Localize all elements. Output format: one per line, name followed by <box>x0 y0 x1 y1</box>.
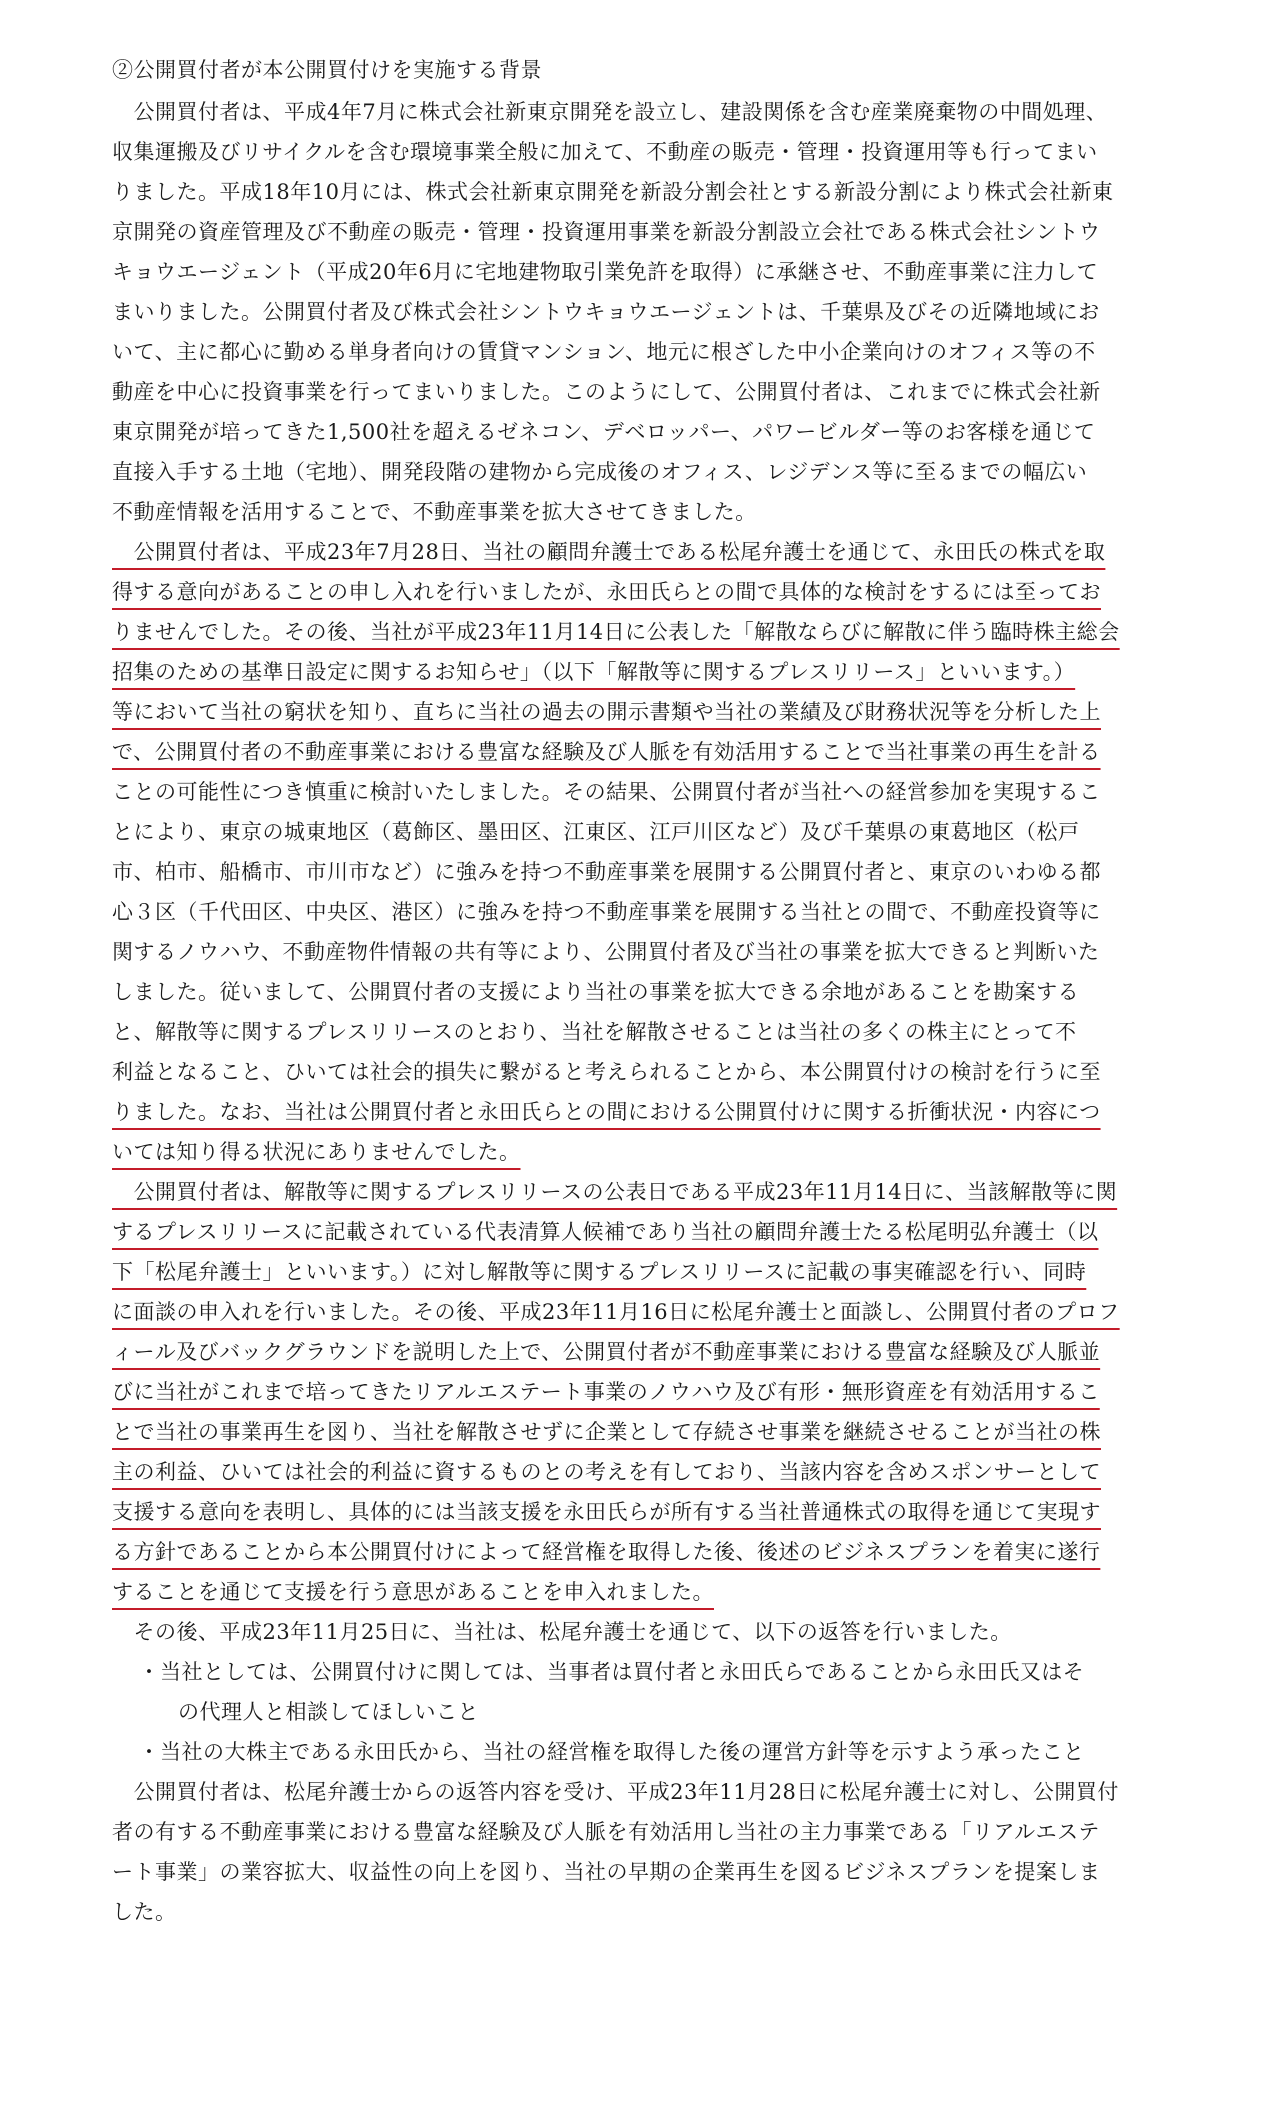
underlined-text-line: 下「松尾弁護士」といいます。）に対し解散等に関するプレスリリースに記載の事実確認を行い、同時 <box>112 1260 1087 1284</box>
underlined-text-line: いては知り得る状況にありませんでした。 <box>112 1140 521 1164</box>
document-body <box>112 50 1192 1932</box>
bullet-text-continuation: の代理人と相談してほしいこと <box>178 1700 479 1724</box>
text-line: 利益となること、ひいては社会的損失に繋がると考えられることから、本公開買付けの検討を行うに至 <box>112 1060 1101 1084</box>
underlined-text-line: することを通じて支援を行う意思があることを申入れました。 <box>112 1580 714 1604</box>
text-line: 京開発の資産管理及び不動産の販売・管理・投資運用事業を新設分割設立会社である株式会社シントウ <box>112 220 1101 244</box>
section-heading: ②公開買付者が本公開買付けを実施する背景 <box>112 58 542 82</box>
bullet-item <box>112 1732 1192 1772</box>
text-line: 不動産情報を活用することで、不動産事業を拡大させてきました。 <box>112 500 757 524</box>
text-line: その後、平成23年11月25日に、当社は、松尾弁護士を通じて、以下の返答を行いました。 <box>112 1620 1012 1644</box>
underlined-text-line: びに当社がこれまで培ってきたリアルエステート事業のノウハウ及び有形・無形資産を有効活用するこ <box>112 1380 1100 1404</box>
bullet-list <box>112 1652 1192 1772</box>
text-line: 直接入手する土地（宅地）、開発段階の建物から完成後のオフィス、レジデンス等に至るまでの幅広い <box>112 460 1088 484</box>
underlined-text-line: ィール及びバックグラウンドを説明した上で、公開買付者が不動産事業における豊富な経験及び人脈並 <box>112 1340 1101 1364</box>
bullet-text: 当社としては、公開買付けに関しては、当事者は買付者と永田氏らであることから永田氏又はそ <box>160 1660 1085 1684</box>
underlined-text-line: 公開買付者は、平成23年7月28日、当社の顧問弁護士である松尾弁護士を通じて、永田氏の株式を取 <box>112 540 1106 564</box>
text-line: ことの可能性につき慎重に検討いたしました。その結果、公開買付者が当社への経営参加を実現するこ <box>112 780 1101 804</box>
paragraph <box>112 532 1192 1172</box>
underlined-text-line: 得する意向があることの申し入れを行いましたが、永田氏らとの間で具体的な検討をするには至ってお <box>112 580 1101 604</box>
bullet-mark: ・ <box>138 1740 160 1764</box>
closing-paragraph <box>112 1772 1192 1932</box>
text-line: 収集運搬及びリサイクルを含む環境事業全般に加えて、不動産の販売・管理・投資運用等も行ってまい <box>112 140 1098 164</box>
bullet-mark: ・ <box>138 1660 160 1684</box>
text-line: 者の有する不動産事業における豊富な経験及び人脈を有効活用し当社の主力事業である「リアルエステ <box>112 1820 1100 1844</box>
underlined-text-line: 等において当社の窮状を知り、直ちに当社の過去の開示書類や当社の業績及び財務状況等を分析した上 <box>112 700 1101 724</box>
underlined-text-line: りませんでした。その後、当社が平成23年11月14日に公表した「解散ならびに解散に伴う臨時株主総会 <box>112 620 1120 644</box>
text-line: した。 <box>112 1900 177 1924</box>
text-line: いて、主に都心に勤める単身者向けの賃貸マンション、地元に根ざした中小企業向けのオフィス等の不 <box>112 340 1096 364</box>
text-line: 東京開発が培ってきた1,500社を超えるゼネコン、デベロッパー、パワービルダー等のお客様を通じて <box>112 420 1096 444</box>
text-line: キョウエージェント（平成20年6月に宅地建物取引業免許を取得）に承継させ、不動産事業に注力して <box>112 260 1099 284</box>
underlined-text-line: とで当社の事業再生を図り、当社を解散させずに企業として存続させ事業を継続させることが当社の株 <box>112 1420 1101 1444</box>
text-line: と、解散等に関するプレスリリースのとおり、当社を解散させることは当社の多くの株主にとって不 <box>112 1020 1077 1044</box>
paragraphs <box>112 92 1192 1652</box>
text-line: 公開買付者は、松尾弁護士からの返答内容を受け、平成23年11月28日に松尾弁護士に対し、公開買付 <box>112 1780 1119 1804</box>
text-line: 心３区（千代田区、中央区、港区）に強みを持つ不動産事業を展開する当社との間で、不動産投資等に <box>112 900 1101 924</box>
text-line: ート事業」の業容拡大、収益性の向上を図り、当社の早期の企業再生を図るビジネスプランを提案しま <box>112 1860 1101 1884</box>
underlined-text-line: る方針であることから本公開買付けによって経営権を取得した後、後述のビジネスプランを着実に遂行 <box>112 1540 1101 1564</box>
text-line: 関するノウハウ、不動産物件情報の共有等により、公開買付者及び当社の事業を拡大できると判断いた <box>112 940 1100 964</box>
bullet-text: 当社の大株主である永田氏から、当社の経営権を取得した後の運営方針等を示すよう承ったこと <box>160 1740 1085 1764</box>
text-line: とにより、東京の城東地区（葛飾区、墨田区、江東区、江戸川区など）及び千葉県の東葛地区（松戸 <box>112 820 1080 844</box>
underlined-text-line: するプレスリリースに記載されている代表清算人候補であり当社の顧問弁護士たる松尾明弘弁護士（以 <box>112 1220 1099 1244</box>
underlined-text-line: 招集のための基準日設定に関するお知らせ」（以下「解散等に関するプレスリリース」といいます。） <box>112 660 1076 684</box>
underlined-text-line: 公開買付者は、解散等に関するプレスリリースの公表日である平成23年11月14日に、当該解散等に関 <box>112 1180 1118 1204</box>
paragraph <box>112 92 1192 532</box>
text-line: 市、柏市、船橋市、市川市など）に強みを持つ不動産事業を展開する公開買付者と、東京のいわゆる都 <box>112 860 1101 884</box>
text-line: しました。従いまして、公開買付者の支援により当社の事業を拡大できる余地があることを勘案する <box>112 980 1080 1004</box>
text-line: まいりました。公開買付者及び株式会社シントウキョウエージェントは、千葉県及びその近隣地域にお <box>112 300 1100 324</box>
underlined-text-line: 支援する意向を表明し、具体的には当該支援を永田氏らが所有する当社普通株式の取得を通じて実現す <box>112 1500 1101 1524</box>
text-line: 公開買付者は、平成4年7月に株式会社新東京開発を設立し、建設関係を含む産業廃棄物の中間処理、 <box>112 100 1108 124</box>
text-line: りました。平成18年10月には、株式会社新東京開発を新設分割会社とする新設分割により株式会社新東 <box>112 180 1114 204</box>
text-line: 動産を中心に投資事業を行ってまいりました。このようにして、公開買付者は、これまでに株式会社新 <box>112 380 1101 404</box>
underlined-text-line: 主の利益、ひいては社会的利益に資するものとの考えを有しており、当該内容を含めスポンサーとして <box>112 1460 1101 1484</box>
bullet-item <box>112 1652 1192 1692</box>
paragraph <box>112 1172 1192 1612</box>
underlined-text-line: に面談の申入れを行いました。その後、平成23年11月16日に松尾弁護士と面談し、公開買付者のプロフ <box>112 1300 1120 1324</box>
underlined-text-line: で、公開買付者の不動産事業における豊富な経験及び人脈を有効活用することで当社事業の再生を計る <box>112 740 1101 764</box>
paragraph <box>112 1612 1192 1652</box>
underlined-text-line: りました。なお、当社は公開買付者と永田氏らとの間における公開買付けに関する折衝状況・内容につ <box>112 1100 1101 1124</box>
